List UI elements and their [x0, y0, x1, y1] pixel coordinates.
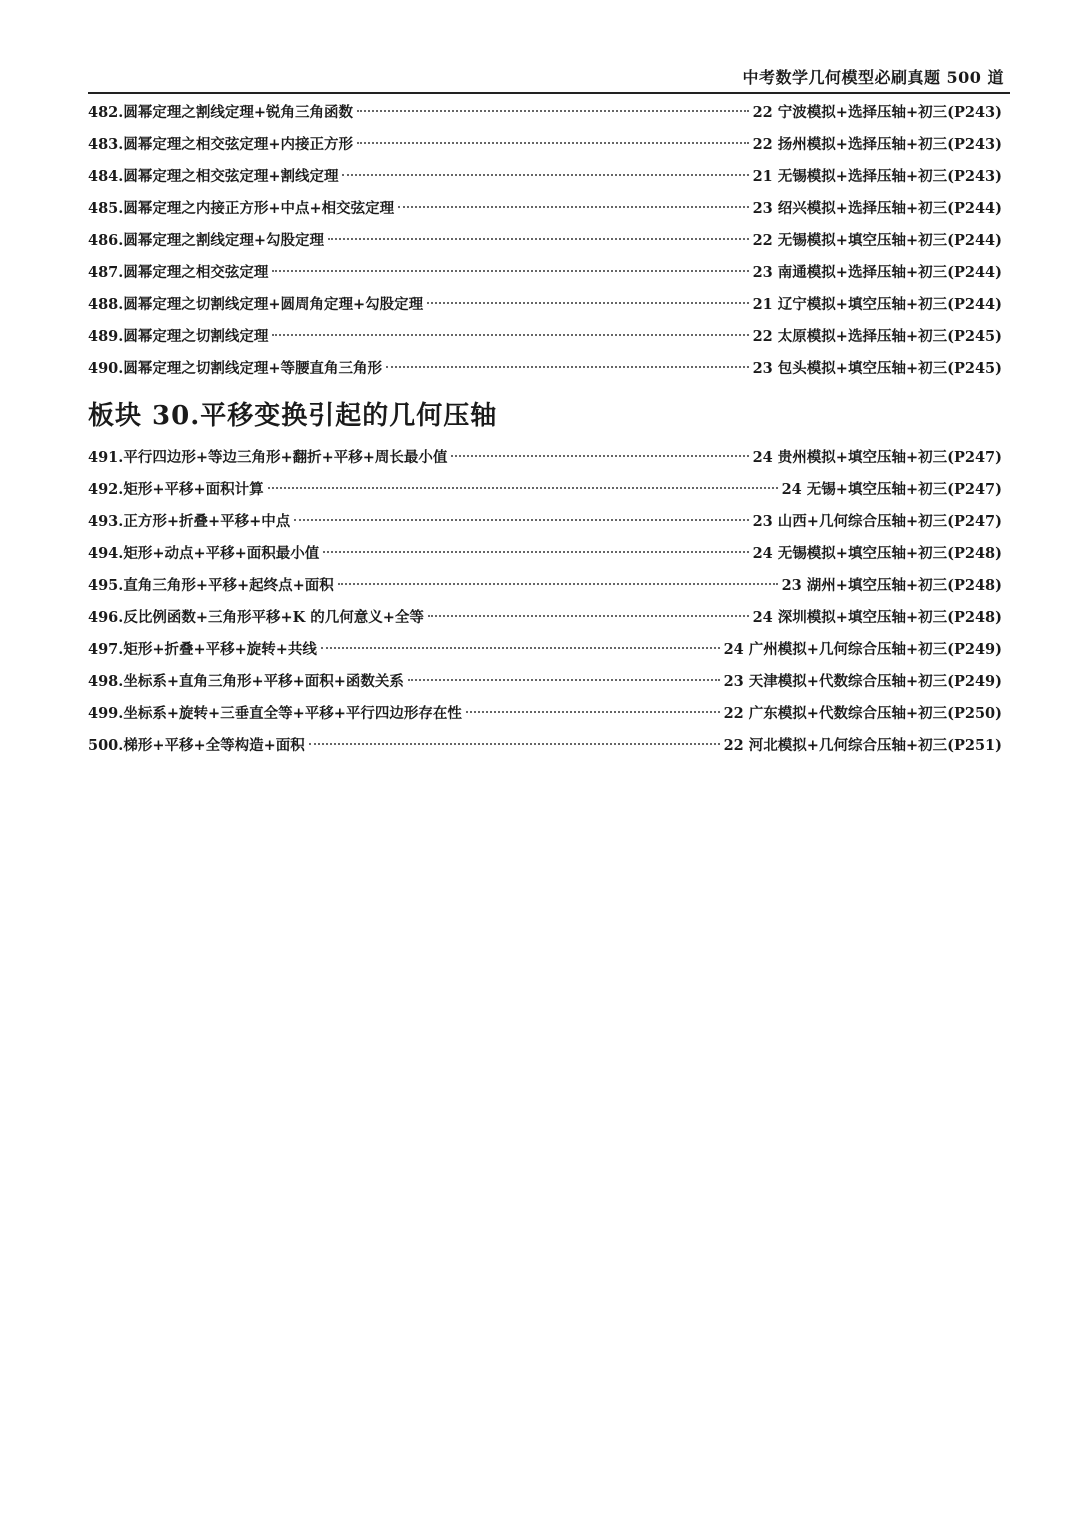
entry-source-page: 24 无锡+填空压轴+初三(P247) [781, 481, 1002, 498]
entry-source-page: 24 无锡模拟+填空压轴+初三(P248) [752, 545, 1002, 562]
entry-source-page: 23 湖州+填空压轴+初三(P248) [781, 577, 1002, 594]
entry-source-page: 21 无锡模拟+选择压轴+初三(P243) [752, 168, 1002, 185]
toc-entry[interactable] [88, 161, 1002, 193]
entry-number: 482. [88, 104, 124, 121]
entry-title: 圆幂定理之割线定理+勾股定理 [123, 232, 324, 249]
entry-number: 484. [88, 168, 124, 185]
entry-title: 正方形+折叠+平移+中点 [123, 513, 291, 530]
entry-source-page: 22 无锡模拟+填空压轴+初三(P244) [752, 232, 1002, 249]
entry-number: 487. [88, 264, 124, 281]
toc-entry[interactable] [88, 289, 1002, 321]
toc-section-block-30 [88, 442, 1002, 762]
dot-leader [338, 583, 778, 585]
dot-leader [309, 743, 720, 745]
dot-leader [268, 487, 778, 489]
toc-entry[interactable] [88, 570, 1002, 602]
dot-leader [398, 206, 748, 208]
toc-section-circle-power [88, 97, 1002, 385]
toc-entry[interactable] [88, 506, 1002, 538]
entry-source-page: 23 包头模拟+填空压轴+初三(P245) [752, 360, 1002, 377]
entry-title: 圆幂定理之相交弦定理+内接正方形 [123, 136, 353, 153]
dot-leader [451, 455, 748, 457]
entry-number: 496. [88, 609, 124, 626]
entry-number: 491. [88, 449, 124, 466]
entry-title: 圆幂定理之内接正方形+中点+相交弦定理 [123, 200, 395, 217]
entry-number: 499. [88, 705, 124, 722]
entry-source-page: 22 太原模拟+选择压轴+初三(P245) [752, 328, 1002, 345]
entry-source-page: 22 宁波模拟+选择压轴+初三(P243) [752, 104, 1002, 121]
dot-leader [357, 110, 749, 112]
entry-title: 圆幂定理之割线定理+锐角三角函数 [123, 104, 353, 121]
dot-leader [386, 366, 749, 368]
toc-entry[interactable] [88, 634, 1002, 666]
toc-entry[interactable] [88, 442, 1002, 474]
dot-leader [321, 647, 720, 649]
entry-number: 500. [88, 737, 124, 754]
entry-title: 圆幂定理之相交弦定理+割线定理 [123, 168, 339, 185]
entry-title: 梯形+平移+全等构造+面积 [123, 737, 305, 754]
entry-number: 495. [88, 577, 124, 594]
book-title: 中考数学几何模型必刷真题 500 道 [742, 68, 1004, 87]
entry-title: 矩形+折叠+平移+旋转+共线 [123, 641, 317, 658]
entry-source-page: 23 南通模拟+选择压轴+初三(P244) [752, 264, 1002, 281]
dot-leader [466, 711, 720, 713]
dot-leader [427, 302, 748, 304]
dot-leader [272, 270, 748, 272]
entry-number: 494. [88, 545, 124, 562]
toc-entry[interactable] [88, 225, 1002, 257]
entry-title: 圆幂定理之切割线定理 [123, 328, 269, 345]
dot-leader [357, 142, 749, 144]
toc-entry[interactable] [88, 730, 1002, 762]
entry-source-page: 24 贵州模拟+填空压轴+初三(P247) [752, 449, 1002, 466]
entry-number: 498. [88, 673, 124, 690]
entry-number: 497. [88, 641, 124, 658]
entry-number: 492. [88, 481, 124, 498]
dot-leader [408, 679, 720, 681]
dot-leader [272, 334, 748, 336]
dot-leader [428, 615, 749, 617]
block-30-heading: 板块 30.平移变换引起的几何压轴 [88, 401, 498, 431]
toc-entry[interactable] [88, 698, 1002, 730]
toc-entry[interactable] [88, 97, 1002, 129]
entry-number: 488. [88, 296, 124, 313]
dot-leader [328, 238, 749, 240]
entry-number: 489. [88, 328, 124, 345]
entry-source-page: 23 天津模拟+代数综合压轴+初三(P249) [723, 673, 1002, 690]
dot-leader [323, 551, 748, 553]
entry-source-page: 23 绍兴模拟+选择压轴+初三(P244) [752, 200, 1002, 217]
toc-entry[interactable] [88, 257, 1002, 289]
entry-source-page: 22 广东模拟+代数综合压轴+初三(P250) [723, 705, 1002, 722]
entry-title: 反比例函数+三角形平移+K 的几何意义+全等 [123, 609, 424, 626]
page-header [88, 62, 1010, 94]
toc-entry[interactable] [88, 538, 1002, 570]
toc-entry[interactable] [88, 321, 1002, 353]
entry-source-page: 22 河北模拟+几何综合压轴+初三(P251) [723, 737, 1002, 754]
dot-leader [294, 519, 748, 521]
entry-title: 圆幂定理之切割线定理+等腰直角三角形 [123, 360, 382, 377]
entry-number: 490. [88, 360, 124, 377]
entry-source-page: 22 扬州模拟+选择压轴+初三(P243) [752, 136, 1002, 153]
entry-title: 平行四边形+等边三角形+翻折+平移+周长最小值 [123, 449, 448, 466]
entry-source-page: 24 深圳模拟+填空压轴+初三(P248) [752, 609, 1002, 626]
toc-entry[interactable] [88, 129, 1002, 161]
toc-entry[interactable] [88, 193, 1002, 225]
toc-entry[interactable] [88, 666, 1002, 698]
entry-source-page: 23 山西+几何综合压轴+初三(P247) [752, 513, 1002, 530]
entry-title: 直角三角形+平移+起终点+面积 [123, 577, 334, 594]
entry-title: 坐标系+直角三角形+平移+面积+函数关系 [123, 673, 404, 690]
entry-source-page: 24 广州模拟+几何综合压轴+初三(P249) [723, 641, 1002, 658]
entry-title: 坐标系+旋转+三垂直全等+平移+平行四边形存在性 [123, 705, 462, 722]
entry-number: 485. [88, 200, 124, 217]
toc-entry[interactable] [88, 474, 1002, 506]
dot-leader [342, 174, 748, 176]
entry-title: 圆幂定理之相交弦定理 [123, 264, 269, 281]
entry-title: 矩形+动点+平移+面积最小值 [123, 545, 320, 562]
entry-source-page: 21 辽宁模拟+填空压轴+初三(P244) [752, 296, 1002, 313]
entry-title: 矩形+平移+面积计算 [123, 481, 264, 498]
entry-title: 圆幂定理之切割线定理+圆周角定理+勾股定理 [123, 296, 424, 313]
entry-number: 486. [88, 232, 124, 249]
entry-number: 483. [88, 136, 124, 153]
toc-entry[interactable] [88, 353, 1002, 385]
entry-number: 493. [88, 513, 124, 530]
toc-entry[interactable] [88, 602, 1002, 634]
